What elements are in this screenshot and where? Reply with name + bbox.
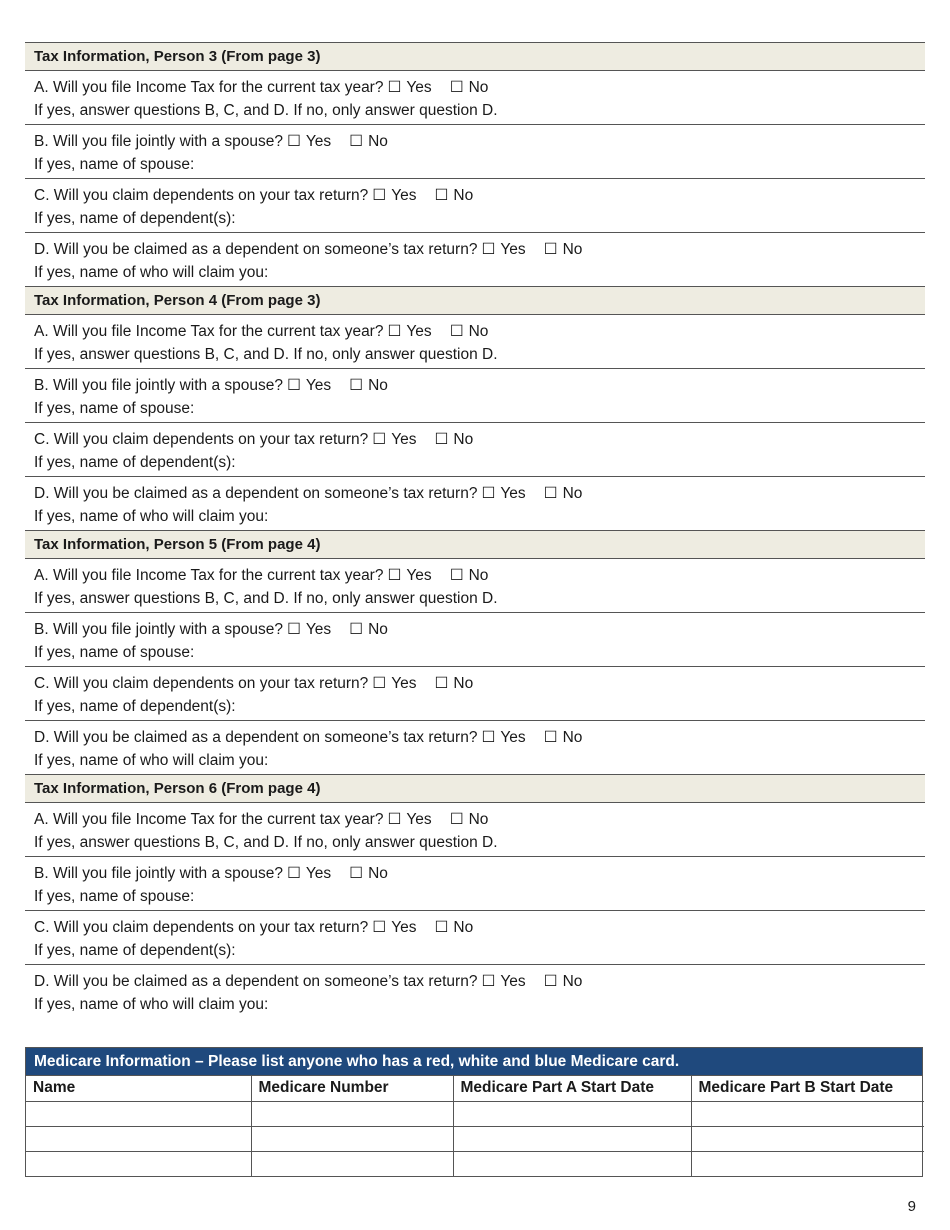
question-a-text: A. Will you file Income Tax for the current tax year? — [34, 567, 384, 584]
question-a-line — [34, 808, 925, 831]
no-label: No — [468, 811, 489, 828]
no-checkbox[interactable] — [450, 320, 489, 343]
no-label: No — [368, 865, 388, 882]
no-label: No — [468, 567, 489, 584]
medicare-entry-cell[interactable] — [453, 1126, 691, 1151]
yes-label: Yes — [391, 431, 417, 448]
question-a-row — [25, 559, 925, 613]
checkbox-icon: ☐ — [349, 133, 364, 150]
yes-checkbox[interactable] — [372, 428, 416, 451]
yes-label: Yes — [500, 241, 526, 258]
section-header-person-3: Tax Information, Person 3 (From page 3) — [25, 43, 925, 71]
no-label: No — [562, 485, 583, 502]
no-label: No — [453, 431, 474, 448]
checkbox-icon: ☐ — [387, 79, 402, 96]
column-header-medicare-number: Medicare Number — [251, 1076, 453, 1101]
question-a-row — [25, 803, 925, 857]
question-d-row — [25, 477, 925, 531]
question-b-note: If yes, name of spouse: — [34, 888, 195, 905]
yes-label: Yes — [305, 865, 332, 882]
checkbox-icon: ☐ — [349, 621, 364, 638]
question-b-row — [25, 369, 925, 423]
checkbox-icon: ☐ — [387, 811, 402, 828]
question-a-text: A. Will you file Income Tax for the current tax year? — [34, 811, 384, 828]
question-b-text: B. Will you file jointly with a spouse? — [34, 133, 283, 150]
checkbox-icon: ☐ — [286, 377, 301, 394]
checkbox-icon: ☐ — [543, 973, 558, 990]
checkbox-icon: ☐ — [449, 323, 464, 340]
question-d-text: D. Will you be claimed as a dependent on someone’s tax return? — [34, 973, 478, 990]
no-label: No — [368, 133, 388, 150]
medicare-rows — [26, 1101, 924, 1176]
medicare-entry-cell[interactable] — [691, 1151, 924, 1176]
yes-label: Yes — [391, 675, 417, 692]
no-label: No — [453, 187, 474, 204]
yes-checkbox[interactable] — [287, 862, 331, 885]
question-c-text: C. Will you claim dependents on your tax return? — [34, 675, 369, 692]
yes-label: Yes — [500, 729, 526, 746]
question-b-text: B. Will you file jointly with a spouse? — [34, 621, 283, 638]
checkbox-icon: ☐ — [434, 187, 449, 204]
medicare-entry-cell[interactable] — [453, 1151, 691, 1176]
medicare-column-headers — [26, 1076, 924, 1101]
checkbox-icon: ☐ — [449, 567, 464, 584]
question-b-text: B. Will you file jointly with a spouse? — [34, 865, 283, 882]
question-d-row — [25, 965, 925, 1019]
yes-label: Yes — [406, 79, 432, 96]
medicare-entry-cell[interactable] — [251, 1126, 453, 1151]
no-checkbox[interactable] — [450, 808, 489, 831]
question-c-row — [25, 911, 925, 965]
no-checkbox[interactable] — [544, 970, 583, 993]
checkbox-icon: ☐ — [543, 241, 558, 258]
no-label: No — [562, 241, 583, 258]
yes-checkbox[interactable] — [372, 916, 416, 939]
yes-checkbox[interactable] — [287, 130, 331, 153]
question-b-row — [25, 613, 925, 667]
no-label: No — [453, 675, 474, 692]
medicare-entry-cell[interactable] — [26, 1151, 251, 1176]
checkbox-icon: ☐ — [449, 79, 464, 96]
table-row — [26, 1151, 924, 1176]
checkbox-icon: ☐ — [387, 323, 402, 340]
table-row — [26, 1126, 924, 1151]
no-checkbox[interactable] — [349, 862, 388, 885]
checkbox-icon: ☐ — [349, 865, 364, 882]
question-d-text: D. Will you be claimed as a dependent on someone’s tax return? — [34, 485, 478, 502]
question-a-line — [34, 76, 925, 99]
no-label: No — [468, 79, 489, 96]
no-checkbox[interactable] — [434, 428, 473, 451]
yes-checkbox[interactable] — [387, 808, 431, 831]
question-b-text: B. Will you file jointly with a spouse? — [34, 377, 283, 394]
checkbox-icon: ☐ — [543, 485, 558, 502]
no-checkbox[interactable] — [544, 238, 583, 261]
question-a-row — [25, 71, 925, 125]
question-a-note: If yes, answer questions B, C, and D. If no, only answer question D. — [34, 346, 498, 363]
checkbox-icon: ☐ — [372, 675, 387, 692]
question-c-note: If yes, name of dependent(s): — [34, 942, 236, 959]
checkbox-icon: ☐ — [434, 675, 449, 692]
medicare-header: Medicare Information – Please list anyone who has a red, white and blue Medicare card. — [26, 1048, 922, 1076]
yes-checkbox[interactable] — [481, 726, 525, 749]
checkbox-icon: ☐ — [372, 919, 387, 936]
question-c-text: C. Will you claim dependents on your tax return? — [34, 431, 369, 448]
checkbox-icon: ☐ — [286, 621, 301, 638]
yes-checkbox[interactable] — [372, 184, 416, 207]
question-a-note: If yes, answer questions B, C, and D. If no, only answer question D. — [34, 590, 498, 607]
question-d-note: If yes, name of who will claim you: — [34, 508, 269, 525]
section-header-person-5: Tax Information, Person 5 (From page 4) — [25, 531, 925, 559]
question-a-note: If yes, answer questions B, C, and D. If no, only answer question D. — [34, 834, 498, 851]
question-a-note: If yes, answer questions B, C, and D. If no, only answer question D. — [34, 102, 498, 119]
no-checkbox[interactable] — [434, 916, 473, 939]
no-checkbox[interactable] — [434, 672, 473, 695]
column-header-part-b-start-date: Medicare Part B Start Date — [691, 1076, 924, 1101]
checkbox-icon: ☐ — [387, 567, 402, 584]
question-b-line — [34, 374, 925, 397]
question-b-line — [34, 130, 925, 153]
no-checkbox[interactable] — [349, 130, 388, 153]
no-checkbox[interactable] — [450, 76, 489, 99]
question-c-line — [34, 184, 925, 207]
yes-checkbox[interactable] — [387, 76, 431, 99]
yes-checkbox[interactable] — [287, 618, 331, 641]
medicare-entry-cell[interactable] — [251, 1151, 453, 1176]
question-d-text: D. Will you be claimed as a dependent on someone’s tax return? — [34, 241, 478, 258]
checkbox-icon: ☐ — [481, 241, 496, 258]
question-c-note: If yes, name of dependent(s): — [34, 698, 236, 715]
yes-checkbox[interactable] — [387, 564, 431, 587]
checkbox-icon: ☐ — [481, 973, 496, 990]
medicare-entry-cell[interactable] — [26, 1126, 251, 1151]
section-header-person-4: Tax Information, Person 4 (From page 3) — [25, 287, 925, 315]
question-b-note: If yes, name of spouse: — [34, 156, 195, 173]
yes-checkbox[interactable] — [372, 672, 416, 695]
yes-label: Yes — [406, 323, 432, 340]
question-a-line — [34, 320, 925, 343]
question-c-note: If yes, name of dependent(s): — [34, 210, 236, 227]
medicare-grid — [26, 1076, 924, 1176]
yes-label: Yes — [391, 187, 417, 204]
section-header-person-6: Tax Information, Person 6 (From page 4) — [25, 775, 925, 803]
question-d-text: D. Will you be claimed as a dependent on someone’s tax return? — [34, 729, 478, 746]
yes-checkbox[interactable] — [481, 482, 525, 505]
question-d-note: If yes, name of who will claim you: — [34, 264, 269, 281]
no-checkbox[interactable] — [434, 184, 473, 207]
question-b-note: If yes, name of spouse: — [34, 644, 195, 661]
question-a-text: A. Will you file Income Tax for the current tax year? — [34, 323, 384, 340]
question-c-text: C. Will you claim dependents on your tax return? — [34, 187, 369, 204]
no-label: No — [453, 919, 474, 936]
question-c-row — [25, 423, 925, 477]
yes-checkbox[interactable] — [287, 374, 331, 397]
checkbox-icon: ☐ — [434, 919, 449, 936]
question-c-line — [34, 428, 925, 451]
checkbox-icon: ☐ — [543, 729, 558, 746]
question-d-note: If yes, name of who will claim you: — [34, 752, 269, 769]
question-c-note: If yes, name of dependent(s): — [34, 454, 236, 471]
question-d-line — [34, 482, 925, 505]
no-checkbox[interactable] — [349, 374, 388, 397]
yes-checkbox[interactable] — [387, 320, 431, 343]
checkbox-icon: ☐ — [481, 729, 496, 746]
question-c-row — [25, 667, 925, 721]
yes-label: Yes — [305, 133, 332, 150]
checkbox-icon: ☐ — [349, 377, 364, 394]
column-header-part-a-start-date: Medicare Part A Start Date — [453, 1076, 691, 1101]
checkbox-icon: ☐ — [286, 865, 301, 882]
checkbox-icon: ☐ — [481, 485, 496, 502]
question-c-line — [34, 672, 925, 695]
question-d-line — [34, 726, 925, 749]
no-label: No — [368, 377, 388, 394]
medicare-entry-cell[interactable] — [691, 1101, 924, 1126]
yes-checkbox[interactable] — [481, 970, 525, 993]
no-label: No — [368, 621, 388, 638]
yes-label: Yes — [500, 973, 526, 990]
question-c-row — [25, 179, 925, 233]
question-c-text: C. Will you claim dependents on your tax return? — [34, 919, 369, 936]
yes-label: Yes — [391, 919, 417, 936]
column-header-name: Name — [26, 1076, 251, 1101]
checkbox-icon: ☐ — [449, 811, 464, 828]
checkbox-icon: ☐ — [372, 187, 387, 204]
question-b-line — [34, 618, 925, 641]
table-row — [26, 1101, 924, 1126]
no-checkbox[interactable] — [544, 482, 583, 505]
question-d-row — [25, 233, 925, 287]
no-checkbox[interactable] — [349, 618, 388, 641]
checkbox-icon: ☐ — [372, 431, 387, 448]
no-checkbox[interactable] — [450, 564, 489, 587]
no-label: No — [468, 323, 489, 340]
question-b-row — [25, 857, 925, 911]
yes-label: Yes — [406, 811, 432, 828]
medicare-entry-cell[interactable] — [691, 1126, 924, 1151]
question-c-line — [34, 916, 925, 939]
yes-label: Yes — [305, 621, 332, 638]
question-b-note: If yes, name of spouse: — [34, 400, 195, 417]
question-a-text: A. Will you file Income Tax for the current tax year? — [34, 79, 384, 96]
no-label: No — [562, 729, 583, 746]
no-label: No — [562, 973, 583, 990]
medicare-entry-cell[interactable] — [453, 1101, 691, 1126]
question-b-row — [25, 125, 925, 179]
question-d-note: If yes, name of who will claim you: — [34, 996, 269, 1013]
question-b-line — [34, 862, 925, 885]
question-d-line — [34, 238, 925, 261]
page-number: 9 — [907, 1198, 916, 1215]
question-d-line — [34, 970, 925, 993]
question-a-row — [25, 315, 925, 369]
no-checkbox[interactable] — [544, 726, 583, 749]
yes-label: Yes — [305, 377, 332, 394]
medicare-information-table — [25, 1047, 923, 1177]
yes-checkbox[interactable] — [481, 238, 525, 261]
checkbox-icon: ☐ — [286, 133, 301, 150]
question-d-row — [25, 721, 925, 775]
question-a-line — [34, 564, 925, 587]
medicare-entry-cell[interactable] — [26, 1101, 251, 1126]
yes-label: Yes — [406, 567, 432, 584]
checkbox-icon: ☐ — [434, 431, 449, 448]
medicare-entry-cell[interactable] — [251, 1101, 453, 1126]
tax-information-sections — [25, 42, 925, 1019]
yes-label: Yes — [500, 485, 526, 502]
